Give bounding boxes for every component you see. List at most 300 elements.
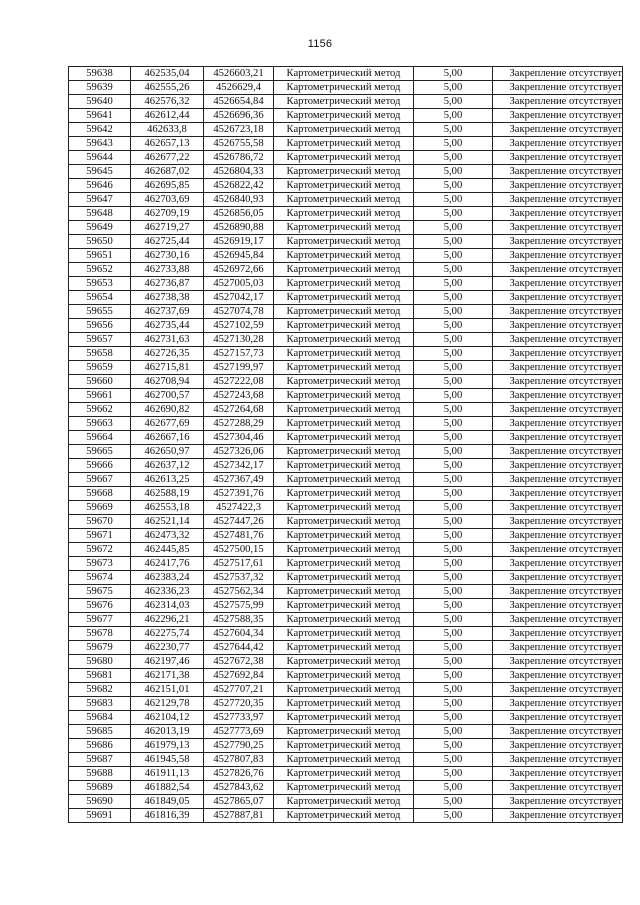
method-cell: Картометрический метод [274,459,414,473]
table-row [69,459,623,473]
x-coordinate-cell: 462731,63 [131,333,204,347]
table-row [69,151,623,165]
accuracy-cell: 5,00 [414,739,493,753]
fixing-cell: Закрепление отсутствует [493,767,623,781]
x-coordinate-cell: 462719,27 [131,221,204,235]
accuracy-cell: 5,00 [414,725,493,739]
fixing-cell: Закрепление отсутствует [493,459,623,473]
point-number-cell: 59649 [69,221,131,235]
y-coordinate-cell: 4527130,28 [204,333,274,347]
x-coordinate-cell: 462709,19 [131,207,204,221]
x-coordinate-cell: 462171,38 [131,669,204,683]
fixing-cell: Закрепление отсутствует [493,207,623,221]
fixing-cell: Закрепление отсутствует [493,305,623,319]
accuracy-cell: 5,00 [414,347,493,361]
fixing-cell: Закрепление отсутствует [493,179,623,193]
fixing-cell: Закрепление отсутствует [493,529,623,543]
point-number-cell: 59688 [69,767,131,781]
point-number-cell: 59653 [69,277,131,291]
table-row [69,165,623,179]
table-row [69,529,623,543]
accuracy-cell: 5,00 [414,515,493,529]
point-number-cell: 59667 [69,473,131,487]
table-row [69,739,623,753]
y-coordinate-cell: 4527887,81 [204,809,274,823]
accuracy-cell: 5,00 [414,319,493,333]
y-coordinate-cell: 4527517,61 [204,557,274,571]
fixing-cell: Закрепление отсутствует [493,417,623,431]
accuracy-cell: 5,00 [414,753,493,767]
method-cell: Картометрический метод [274,571,414,585]
accuracy-cell: 5,00 [414,389,493,403]
y-coordinate-cell: 4527790,25 [204,739,274,753]
x-coordinate-cell: 462197,46 [131,655,204,669]
y-coordinate-cell: 4526804,33 [204,165,274,179]
x-coordinate-cell: 462521,14 [131,515,204,529]
accuracy-cell: 5,00 [414,417,493,431]
table-row [69,81,623,95]
x-coordinate-cell: 462737,69 [131,305,204,319]
x-coordinate-cell: 462555,26 [131,81,204,95]
x-coordinate-cell: 462730,16 [131,249,204,263]
accuracy-cell: 5,00 [414,627,493,641]
table-row [69,403,623,417]
accuracy-cell: 5,00 [414,543,493,557]
y-coordinate-cell: 4527807,83 [204,753,274,767]
fixing-cell: Закрепление отсутствует [493,291,623,305]
x-coordinate-cell: 462336,23 [131,585,204,599]
y-coordinate-cell: 4526856,05 [204,207,274,221]
y-coordinate-cell: 4526755,58 [204,137,274,151]
point-number-cell: 59682 [69,683,131,697]
fixing-cell: Закрепление отсутствует [493,669,623,683]
x-coordinate-cell: 462553,18 [131,501,204,515]
fixing-cell: Закрепление отсутствует [493,627,623,641]
y-coordinate-cell: 4527672,38 [204,655,274,669]
accuracy-cell: 5,00 [414,249,493,263]
y-coordinate-cell: 4527391,76 [204,487,274,501]
point-number-cell: 59650 [69,235,131,249]
x-coordinate-cell: 461911,13 [131,767,204,781]
method-cell: Картометрический метод [274,235,414,249]
method-cell: Картометрический метод [274,207,414,221]
x-coordinate-cell: 461945,58 [131,753,204,767]
method-cell: Картометрический метод [274,739,414,753]
table-row [69,305,623,319]
method-cell: Картометрический метод [274,711,414,725]
method-cell: Картометрический метод [274,529,414,543]
point-number-cell: 59645 [69,165,131,179]
accuracy-cell: 5,00 [414,193,493,207]
table-row [69,179,623,193]
fixing-cell: Закрепление отсутствует [493,725,623,739]
accuracy-cell: 5,00 [414,165,493,179]
fixing-cell: Закрепление отсутствует [493,193,623,207]
table-row [69,263,623,277]
method-cell: Картометрический метод [274,809,414,823]
table-row [69,543,623,557]
x-coordinate-cell: 462708,94 [131,375,204,389]
y-coordinate-cell: 4527422,3 [204,501,274,515]
y-coordinate-cell: 4527537,32 [204,571,274,585]
fixing-cell: Закрепление отсутствует [493,333,623,347]
accuracy-cell: 5,00 [414,375,493,389]
point-number-cell: 59656 [69,319,131,333]
point-number-cell: 59639 [69,81,131,95]
y-coordinate-cell: 4527481,76 [204,529,274,543]
point-number-cell: 59680 [69,655,131,669]
fixing-cell: Закрепление отсутствует [493,319,623,333]
table-row [69,235,623,249]
method-cell: Картометрический метод [274,697,414,711]
y-coordinate-cell: 4527773,69 [204,725,274,739]
point-number-cell: 59647 [69,193,131,207]
point-number-cell: 59661 [69,389,131,403]
y-coordinate-cell: 4527367,49 [204,473,274,487]
fixing-cell: Закрепление отсутствует [493,809,623,823]
y-coordinate-cell: 4527074,78 [204,305,274,319]
y-coordinate-cell: 4526890,88 [204,221,274,235]
method-cell: Картометрический метод [274,193,414,207]
accuracy-cell: 5,00 [414,529,493,543]
accuracy-cell: 5,00 [414,683,493,697]
x-coordinate-cell: 462700,57 [131,389,204,403]
x-coordinate-cell: 462735,44 [131,319,204,333]
table-row [69,431,623,445]
accuracy-cell: 5,00 [414,235,493,249]
accuracy-cell: 5,00 [414,473,493,487]
x-coordinate-cell: 462695,85 [131,179,204,193]
accuracy-cell: 5,00 [414,501,493,515]
table-row [69,795,623,809]
method-cell: Картометрический метод [274,263,414,277]
table-row [69,613,623,627]
method-cell: Картометрический метод [274,361,414,375]
y-coordinate-cell: 4527222,08 [204,375,274,389]
fixing-cell: Закрепление отсутствует [493,249,623,263]
accuracy-cell: 5,00 [414,179,493,193]
accuracy-cell: 5,00 [414,305,493,319]
table-row [69,767,623,781]
accuracy-cell: 5,00 [414,109,493,123]
fixing-cell: Закрепление отсутствует [493,599,623,613]
accuracy-cell: 5,00 [414,431,493,445]
fixing-cell: Закрепление отсутствует [493,361,623,375]
x-coordinate-cell: 462296,21 [131,613,204,627]
coordinates-table-body [69,67,623,823]
fixing-cell: Закрепление отсутствует [493,739,623,753]
fixing-cell: Закрепление отсутствует [493,95,623,109]
coordinates-table [68,66,623,823]
method-cell: Картометрический метод [274,473,414,487]
y-coordinate-cell: 4526822,42 [204,179,274,193]
fixing-cell: Закрепление отсутствует [493,515,623,529]
fixing-cell: Закрепление отсутствует [493,473,623,487]
fixing-cell: Закрепление отсутствует [493,431,623,445]
y-coordinate-cell: 4527157,73 [204,347,274,361]
table-row [69,585,623,599]
accuracy-cell: 5,00 [414,809,493,823]
table-row [69,95,623,109]
fixing-cell: Закрепление отсутствует [493,375,623,389]
y-coordinate-cell: 4527264,68 [204,403,274,417]
y-coordinate-cell: 4526786,72 [204,151,274,165]
y-coordinate-cell: 4527288,29 [204,417,274,431]
point-number-cell: 59654 [69,291,131,305]
y-coordinate-cell: 4527720,35 [204,697,274,711]
accuracy-cell: 5,00 [414,81,493,95]
point-number-cell: 59689 [69,781,131,795]
fixing-cell: Закрепление отсутствует [493,123,623,137]
x-coordinate-cell: 462613,25 [131,473,204,487]
accuracy-cell: 5,00 [414,95,493,109]
method-cell: Картометрический метод [274,137,414,151]
accuracy-cell: 5,00 [414,585,493,599]
point-number-cell: 59670 [69,515,131,529]
accuracy-cell: 5,00 [414,403,493,417]
y-coordinate-cell: 4526696,36 [204,109,274,123]
y-coordinate-cell: 4527588,35 [204,613,274,627]
y-coordinate-cell: 4527326,06 [204,445,274,459]
table-row [69,557,623,571]
y-coordinate-cell: 4526654,84 [204,95,274,109]
method-cell: Картометрический метод [274,501,414,515]
method-cell: Картометрический метод [274,585,414,599]
table-row [69,123,623,137]
method-cell: Картометрический метод [274,781,414,795]
x-coordinate-cell: 462733,88 [131,263,204,277]
point-number-cell: 59681 [69,669,131,683]
point-number-cell: 59641 [69,109,131,123]
table-row [69,277,623,291]
y-coordinate-cell: 4526945,84 [204,249,274,263]
point-number-cell: 59655 [69,305,131,319]
fixing-cell: Закрепление отсутствует [493,543,623,557]
x-coordinate-cell: 461849,05 [131,795,204,809]
fixing-cell: Закрепление отсутствует [493,655,623,669]
x-coordinate-cell: 462726,35 [131,347,204,361]
x-coordinate-cell: 462417,76 [131,557,204,571]
table-row [69,809,623,823]
point-number-cell: 59669 [69,501,131,515]
point-number-cell: 59643 [69,137,131,151]
table-row [69,319,623,333]
method-cell: Картометрический метод [274,431,414,445]
point-number-cell: 59640 [69,95,131,109]
accuracy-cell: 5,00 [414,333,493,347]
y-coordinate-cell: 4527865,07 [204,795,274,809]
y-coordinate-cell: 4527199,97 [204,361,274,375]
accuracy-cell: 5,00 [414,669,493,683]
table-row [69,291,623,305]
y-coordinate-cell: 4527102,59 [204,319,274,333]
y-coordinate-cell: 4527644,42 [204,641,274,655]
x-coordinate-cell: 462677,22 [131,151,204,165]
table-row [69,473,623,487]
method-cell: Картометрический метод [274,291,414,305]
x-coordinate-cell: 462104,12 [131,711,204,725]
y-coordinate-cell: 4526972,66 [204,263,274,277]
table-row [69,389,623,403]
fixing-cell: Закрепление отсутствует [493,557,623,571]
fixing-cell: Закрепление отсутствует [493,403,623,417]
method-cell: Картометрический метод [274,417,414,431]
y-coordinate-cell: 4526919,17 [204,235,274,249]
fixing-cell: Закрепление отсутствует [493,221,623,235]
method-cell: Картометрический метод [274,613,414,627]
method-cell: Картометрический метод [274,557,414,571]
y-coordinate-cell: 4527826,76 [204,767,274,781]
accuracy-cell: 5,00 [414,123,493,137]
y-coordinate-cell: 4526629,4 [204,81,274,95]
y-coordinate-cell: 4527733,97 [204,711,274,725]
table-row [69,641,623,655]
point-number-cell: 59638 [69,67,131,81]
table-row [69,417,623,431]
method-cell: Картометрический метод [274,67,414,81]
accuracy-cell: 5,00 [414,781,493,795]
table-row [69,501,623,515]
method-cell: Картометрический метод [274,81,414,95]
fixing-cell: Закрепление отсутствует [493,263,623,277]
accuracy-cell: 5,00 [414,207,493,221]
point-number-cell: 59648 [69,207,131,221]
point-number-cell: 59666 [69,459,131,473]
method-cell: Картометрический метод [274,123,414,137]
point-number-cell: 59663 [69,417,131,431]
fixing-cell: Закрепление отсутствует [493,711,623,725]
accuracy-cell: 5,00 [414,655,493,669]
point-number-cell: 59642 [69,123,131,137]
y-coordinate-cell: 4527500,15 [204,543,274,557]
fixing-cell: Закрепление отсутствует [493,277,623,291]
method-cell: Картометрический метод [274,389,414,403]
fixing-cell: Закрепление отсутствует [493,781,623,795]
y-coordinate-cell: 4527707,21 [204,683,274,697]
accuracy-cell: 5,00 [414,557,493,571]
fixing-cell: Закрепление отсутствует [493,347,623,361]
x-coordinate-cell: 462738,38 [131,291,204,305]
y-coordinate-cell: 4526840,93 [204,193,274,207]
x-coordinate-cell: 462736,87 [131,277,204,291]
point-number-cell: 59659 [69,361,131,375]
table-row [69,669,623,683]
point-number-cell: 59651 [69,249,131,263]
table-row [69,445,623,459]
accuracy-cell: 5,00 [414,613,493,627]
y-coordinate-cell: 4527562,34 [204,585,274,599]
method-cell: Картометрический метод [274,753,414,767]
point-number-cell: 59672 [69,543,131,557]
x-coordinate-cell: 462013,19 [131,725,204,739]
point-number-cell: 59673 [69,557,131,571]
table-row [69,67,623,81]
accuracy-cell: 5,00 [414,67,493,81]
table-row [69,333,623,347]
accuracy-cell: 5,00 [414,221,493,235]
point-number-cell: 59652 [69,263,131,277]
method-cell: Картометрический метод [274,179,414,193]
point-number-cell: 59685 [69,725,131,739]
point-number-cell: 59677 [69,613,131,627]
method-cell: Картометрический метод [274,683,414,697]
method-cell: Картометрический метод [274,487,414,501]
x-coordinate-cell: 462650,97 [131,445,204,459]
method-cell: Картометрический метод [274,641,414,655]
x-coordinate-cell: 462687,02 [131,165,204,179]
accuracy-cell: 5,00 [414,697,493,711]
method-cell: Картометрический метод [274,445,414,459]
x-coordinate-cell: 461882,54 [131,781,204,795]
point-number-cell: 59671 [69,529,131,543]
method-cell: Картометрический метод [274,151,414,165]
accuracy-cell: 5,00 [414,599,493,613]
accuracy-cell: 5,00 [414,571,493,585]
method-cell: Картометрический метод [274,305,414,319]
y-coordinate-cell: 4527005,03 [204,277,274,291]
point-number-cell: 59664 [69,431,131,445]
point-number-cell: 59690 [69,795,131,809]
table-row [69,137,623,151]
fixing-cell: Закрепление отсутствует [493,753,623,767]
table-row [69,375,623,389]
point-number-cell: 59665 [69,445,131,459]
method-cell: Картометрический метод [274,515,414,529]
point-number-cell: 59646 [69,179,131,193]
table-row [69,725,623,739]
accuracy-cell: 5,00 [414,263,493,277]
accuracy-cell: 5,00 [414,459,493,473]
point-number-cell: 59691 [69,809,131,823]
y-coordinate-cell: 4527447,26 [204,515,274,529]
accuracy-cell: 5,00 [414,487,493,501]
x-coordinate-cell: 462473,32 [131,529,204,543]
point-number-cell: 59686 [69,739,131,753]
method-cell: Картометрический метод [274,221,414,235]
x-coordinate-cell: 462690,82 [131,403,204,417]
accuracy-cell: 5,00 [414,445,493,459]
method-cell: Картометрический метод [274,165,414,179]
table-row [69,109,623,123]
fixing-cell: Закрепление отсутствует [493,795,623,809]
point-number-cell: 59676 [69,599,131,613]
fixing-cell: Закрепление отсутствует [493,445,623,459]
x-coordinate-cell: 462677,69 [131,417,204,431]
method-cell: Картометрический метод [274,249,414,263]
fixing-cell: Закрепление отсутствует [493,571,623,585]
table-row [69,655,623,669]
point-number-cell: 59644 [69,151,131,165]
fixing-cell: Закрепление отсутствует [493,487,623,501]
accuracy-cell: 5,00 [414,795,493,809]
point-number-cell: 59684 [69,711,131,725]
method-cell: Картометрический метод [274,767,414,781]
fixing-cell: Закрепление отсутствует [493,235,623,249]
y-coordinate-cell: 4527342,17 [204,459,274,473]
table-row [69,515,623,529]
table-row [69,361,623,375]
accuracy-cell: 5,00 [414,137,493,151]
fixing-cell: Закрепление отсутствует [493,151,623,165]
x-coordinate-cell: 462576,32 [131,95,204,109]
table-row [69,753,623,767]
fixing-cell: Закрепление отсутствует [493,137,623,151]
x-coordinate-cell: 462715,81 [131,361,204,375]
x-coordinate-cell: 462275,74 [131,627,204,641]
accuracy-cell: 5,00 [414,711,493,725]
accuracy-cell: 5,00 [414,277,493,291]
y-coordinate-cell: 4527604,34 [204,627,274,641]
